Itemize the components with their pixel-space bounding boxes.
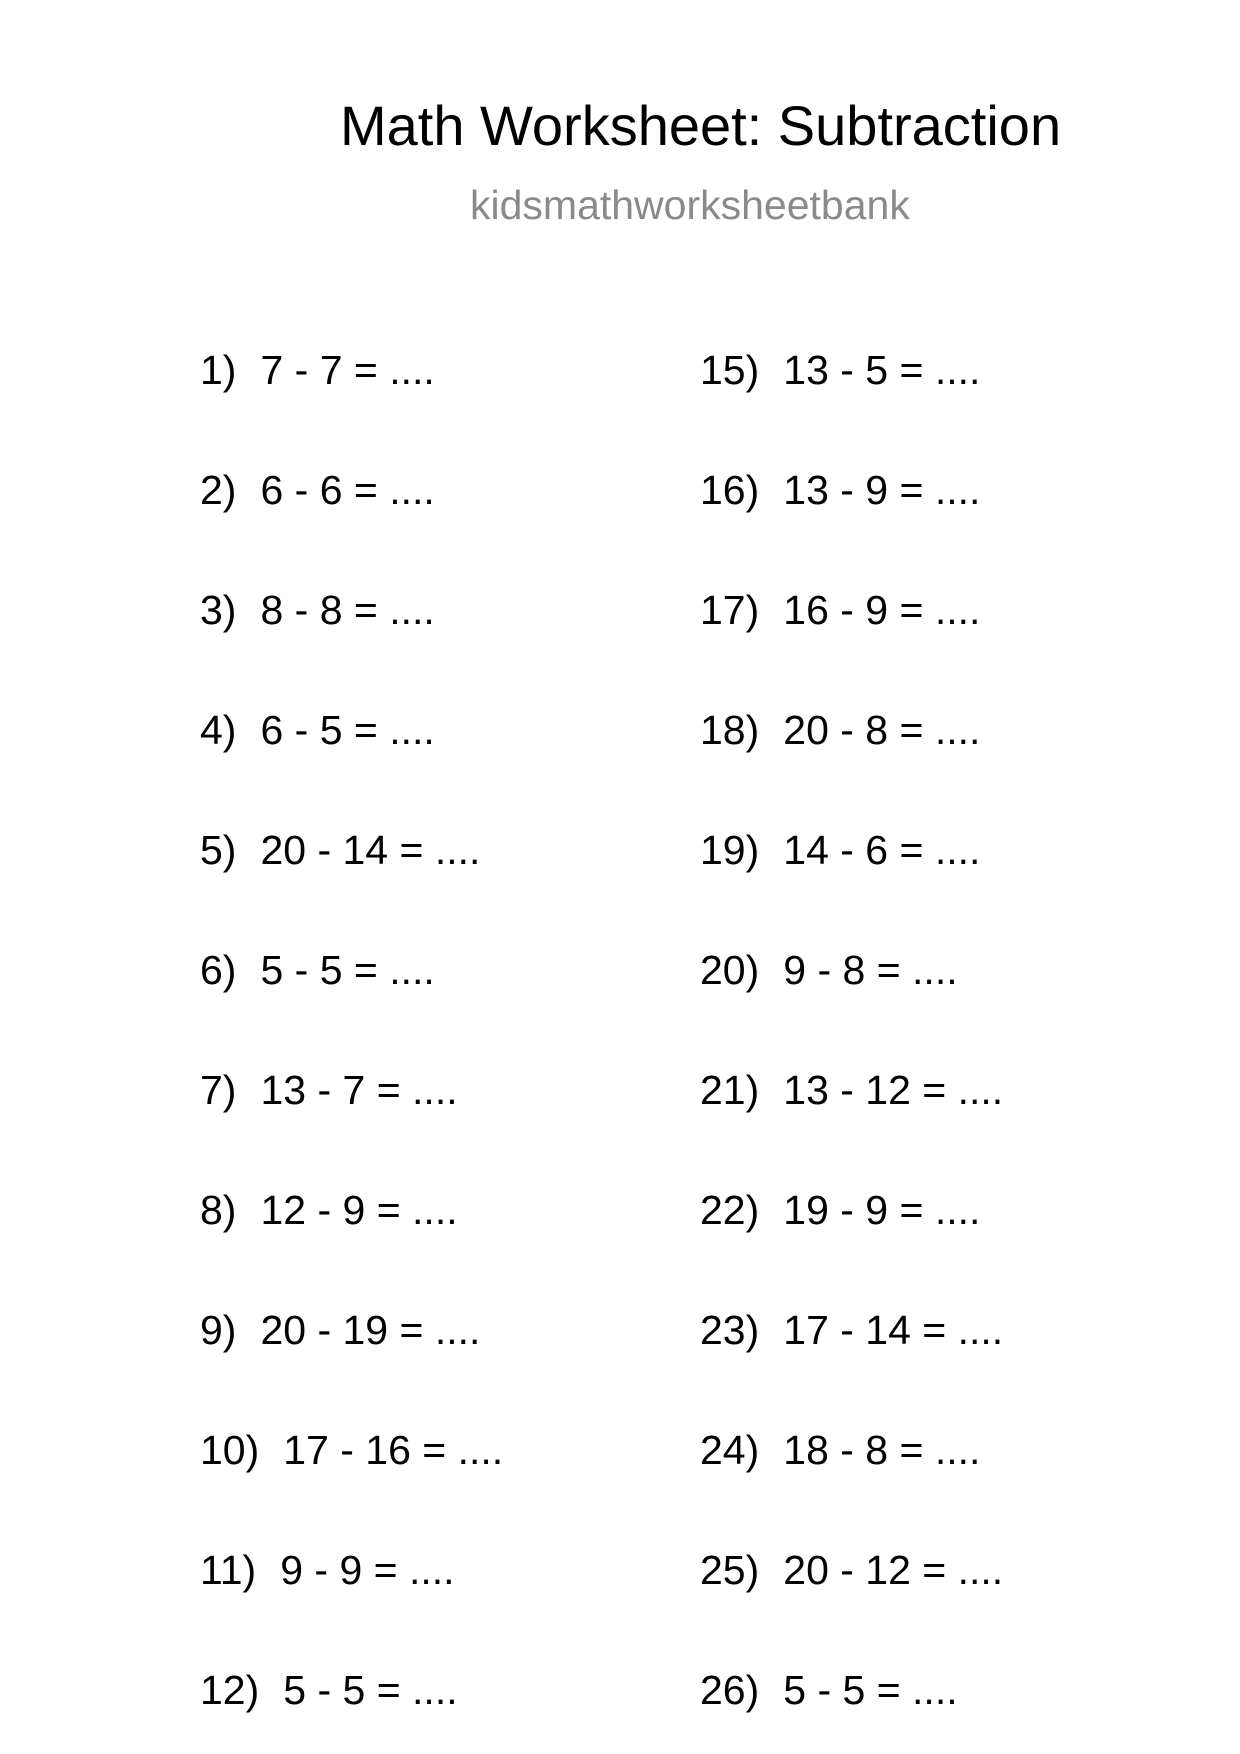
problem-number: 10) — [200, 1427, 260, 1473]
problem-item — [700, 1667, 958, 1713]
problem-expression: 9 - 8 = .... — [783, 947, 958, 993]
problem-item — [200, 1067, 458, 1113]
problem-item — [200, 707, 435, 753]
problem-number: 7) — [200, 1067, 237, 1113]
problem-number: 4) — [200, 707, 237, 753]
problem-item — [700, 1067, 1004, 1113]
problem-item — [700, 1187, 981, 1233]
problem-number: 25) — [700, 1547, 760, 1593]
problem-item — [200, 1307, 481, 1353]
problem-expression: 5 - 5 = .... — [260, 947, 435, 993]
problem-expression: 16 - 9 = .... — [783, 587, 981, 633]
problem-expression: 13 - 12 = .... — [783, 1067, 1004, 1113]
problem-expression: 19 - 9 = .... — [783, 1187, 981, 1233]
problem-expression: 13 - 5 = .... — [783, 347, 981, 393]
problem-number: 15) — [700, 347, 760, 393]
problem-item — [700, 707, 981, 753]
problem-number: 1) — [200, 347, 237, 393]
problem-item — [200, 1547, 455, 1593]
problem-number: 22) — [700, 1187, 760, 1233]
problem-number: 18) — [700, 707, 760, 753]
problem-item — [200, 827, 481, 873]
problem-number: 9) — [200, 1307, 237, 1353]
problem-number: 26) — [700, 1667, 760, 1713]
problem-item — [700, 947, 958, 993]
problem-expression: 18 - 8 = .... — [783, 1427, 981, 1473]
problem-item — [700, 587, 981, 633]
worksheet-subtitle: kidsmathworksheetbank — [470, 182, 910, 228]
problem-item — [200, 467, 435, 513]
problem-number: 12) — [200, 1667, 260, 1713]
worksheet-title: Math Worksheet: Subtraction — [340, 94, 1062, 157]
problem-expression: 7 - 7 = .... — [260, 347, 435, 393]
problem-number: 21) — [700, 1067, 760, 1113]
problem-expression: 14 - 6 = .... — [783, 827, 981, 873]
problem-expression: 20 - 12 = .... — [783, 1547, 1004, 1593]
problem-number: 3) — [200, 587, 237, 633]
problem-expression: 5 - 5 = .... — [283, 1667, 458, 1713]
problem-item — [700, 1547, 1004, 1593]
problem-number: 6) — [200, 947, 237, 993]
problem-expression: 8 - 8 = .... — [260, 587, 435, 633]
problem-item — [700, 827, 981, 873]
problem-expression: 6 - 6 = .... — [260, 467, 435, 513]
problem-number: 23) — [700, 1307, 760, 1353]
problem-expression: 6 - 5 = .... — [260, 707, 435, 753]
problem-expression: 20 - 19 = .... — [260, 1307, 481, 1353]
problem-item — [200, 1667, 458, 1713]
problem-expression: 20 - 14 = .... — [260, 827, 481, 873]
problem-expression: 12 - 9 = .... — [260, 1187, 458, 1233]
problem-expression: 20 - 8 = .... — [783, 707, 981, 753]
problem-expression: 13 - 9 = .... — [783, 467, 981, 513]
problem-item — [700, 1427, 981, 1473]
problem-expression: 13 - 7 = .... — [260, 1067, 458, 1113]
problem-item — [200, 587, 435, 633]
problem-expression: 17 - 16 = .... — [283, 1427, 504, 1473]
problem-number: 8) — [200, 1187, 237, 1233]
problem-number: 17) — [700, 587, 760, 633]
problem-number: 24) — [700, 1427, 760, 1473]
problem-item — [200, 347, 435, 393]
problem-number: 16) — [700, 467, 760, 513]
problem-number: 5) — [200, 827, 237, 873]
problem-number: 20) — [700, 947, 760, 993]
problem-number: 19) — [700, 827, 760, 873]
problem-item — [700, 467, 981, 513]
problem-item — [700, 347, 981, 393]
problem-expression: 17 - 14 = .... — [783, 1307, 1004, 1353]
problem-number: 2) — [200, 467, 237, 513]
problem-item — [200, 1427, 504, 1473]
problem-item — [200, 947, 435, 993]
problem-item — [700, 1307, 1004, 1353]
problem-expression: 9 - 9 = .... — [280, 1547, 455, 1593]
problem-number: 11) — [200, 1547, 257, 1593]
problem-expression: 5 - 5 = .... — [783, 1667, 958, 1713]
problem-item — [200, 1187, 458, 1233]
